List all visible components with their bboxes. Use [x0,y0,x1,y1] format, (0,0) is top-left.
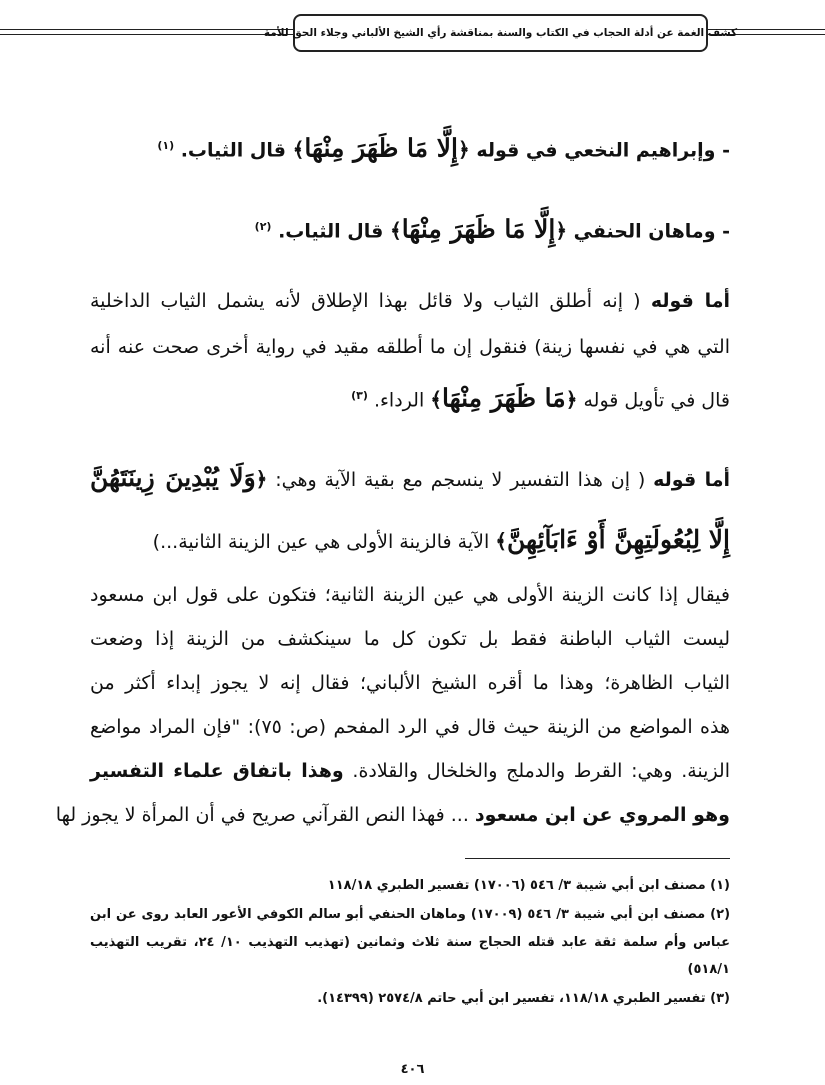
footnote-separator [465,858,730,859]
line6-bold: أما قوله [653,469,730,491]
line1-text-b: قال الثياب. [180,139,286,162]
footnote-2a [90,905,730,925]
body-line-2 [90,212,730,246]
footnote-3 [90,989,730,1009]
footnote-3-text: (٣) تفسير الطبري ١١٨/١٨، تفسير ابن أبي حاتم ٢٥٧٤/٨ (١٤٣٩٩). [317,991,730,1006]
quran-close-bracket: ﴾ [430,387,442,412]
quran-open-bracket: ﴿ [255,467,268,491]
line13-rest: ... فهذا النص القرآني صريح في أن المرأة لا يجوز لها [55,804,469,826]
body-line-9 [90,624,730,654]
quran-verse-ma-zahara: إِلَّا مَا ظَهَرَ مِنْهَا [401,214,556,244]
quran-open-bracket: ﴿ [565,387,578,412]
line3-rest: ( إنه أطلق الثياب ولا قائل بهذا الإطلاق لأنه يشمل الثياب الداخلية [90,290,641,312]
line8-text: فيقال إذا كانت الزينة الأولى هي عين الزينة الثانية؛ فتكون على قول ابن مسعود [90,584,730,606]
body-line-12 [90,756,730,786]
footnote-2-text-c: ٥١٨/١) [687,962,730,977]
body-line-10 [90,668,730,698]
footnote-ref-1: (١) [157,139,175,152]
body-line-3 [90,286,730,316]
quran-verse-wala-yubdina: وَلَا يُبْدِينَ زِينَتَهُنَّ [90,463,256,492]
line13-bold: وهو المروي عن ابن مسعود [474,804,730,826]
footnote-2-text-b: عباس وأم سلمة ثقة عابد قتله الحجاج سنة ثلاث وثمانين (تهذيب التهذيب ١٠/ ٢٤، تقريب التهذيب [90,935,730,950]
body-line-1 [90,131,730,165]
line5-text-a: قال في تأويل قوله [583,389,730,412]
body-line-13 [55,800,730,830]
running-header [263,14,738,52]
header-rule-left-bottom [0,34,293,35]
header-rule-left-top [0,29,293,30]
line12-text-a: الزينة. وهي: القرط والدملج والخلخال والقلادة. [352,760,731,782]
quran-verse-illa-libuulatihinna: إِلَّا لِبُعُولَتِهِنَّ أَوْ ءَابَآئِهِنَّ [507,525,730,554]
quran-close-bracket: ﴾ [495,529,508,553]
line10-text: الثياب الظاهرة؛ وهذا ما أقره الشيخ الألباني؛ فقال إنه لا يجوز إبداء أكثر من [90,672,730,694]
quran-open-bracket: ﴿ [457,137,470,162]
footnote-ref-2: (٢) [254,220,272,233]
line3-bold: أما قوله [650,290,730,312]
line5-text-b: الرداء. [373,389,425,412]
quran-verse-ma-zahara-short: مَا ظَهَرَ مِنْهَا [441,383,566,413]
footnote-1-text: (١) مصنف ابن أبي شيبة ٣/ ٥٤٦ (١٧٠٠٦) تفسير الطبري ١١٨/١٨ [327,878,730,893]
footnote-2b [90,933,730,953]
body-line-11 [90,712,730,742]
body-line-6 [90,463,730,495]
line6-rest: ( إن هذا التفسير لا ينسجم مع بقية الآية وهي: [275,469,646,491]
footnote-ref-3: (٣) [351,389,368,402]
body-line-8 [90,580,730,610]
quran-verse-ma-zahara: إِلَّا مَا ظَهَرَ مِنْهَا [304,133,458,163]
line1-text-a: - وإبراهيم النخعي في قوله [476,139,730,162]
line11-text: هذه المواضع من الزينة حيث قال في الرد المفحم (ص: ٧٥): "فإن المراد مواضع [90,716,730,738]
body-line-7 [90,525,730,557]
body-line-5 [90,381,730,415]
line9-text: ليست الثياب الباطنة فقط بل تكون كل ما سينكشف من الزينة إذا وضعت [90,628,730,650]
quran-open-bracket: ﴿ [555,218,568,243]
page-number: ٤٠٦ [400,1062,425,1077]
line7-rest: الآية فالزينة الأولى هي عين الزينة الثانية...) [152,531,490,553]
header-title: كشف الغمة عن أدلة الحجاب في الكتاب والسنة بمناقشة رأي الشيخ الألباني وجلاء الحق للأمة [263,27,738,39]
quran-close-bracket: ﴾ [389,218,402,243]
line4-text: التي هي في نفسها زينة) فنقول إن ما أطلقه مقيد في رواية أخرى صحت عنه أنه [90,336,730,358]
line12-bold: وهذا باتفاق علماء التفسير [90,760,344,782]
quran-close-bracket: ﴾ [292,137,305,162]
body-line-4 [90,332,730,362]
footnote-1 [90,876,730,896]
line2-text-a: - وماهان الحنفي [573,220,730,243]
footnote-2c [90,960,730,980]
line2-text-b: قال الثياب. [278,220,384,243]
footnote-2-text-a: (٢) مصنف ابن أبي شيبة ٣/ ٥٤٦ (١٧٠٠٩) وماهان الحنفي أبو سالم الكوفي الأعور العابد روى عن ابن [90,907,731,922]
